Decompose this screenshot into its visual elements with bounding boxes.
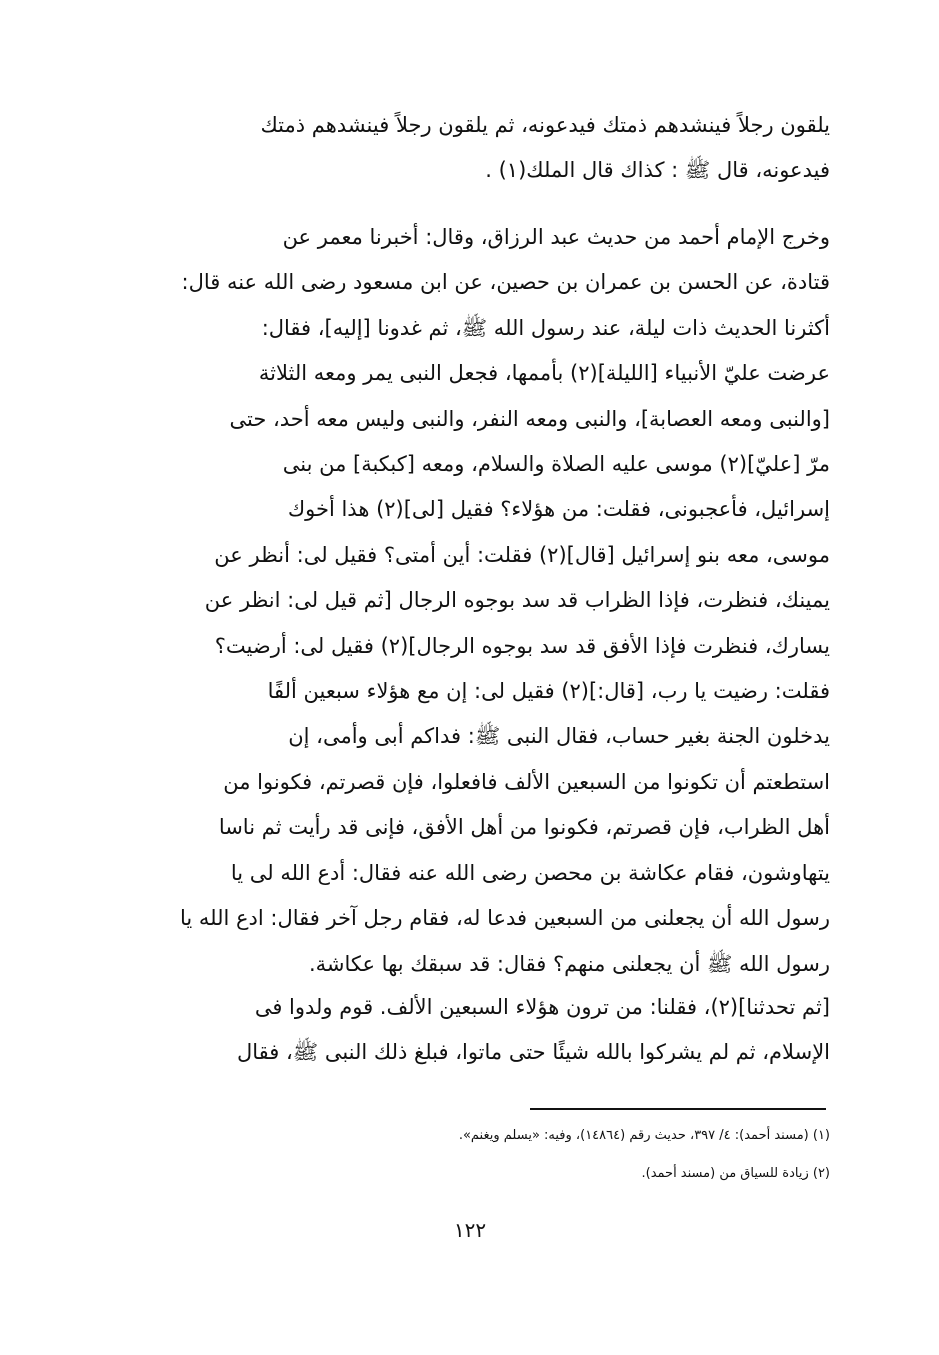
text-line: أهل الظراب، فإن قصرتم، فكونوا من أهل الأفق، فإنى قد رأيت ثم ناسا [218, 815, 830, 840]
text-line: موسى، معه بنو إسرائيل [قال](٢) فقلت: أين أمتى؟ فقيل لى: أنظر عن [214, 542, 830, 567]
text-line: فيدعونه، قال ﷺ : كذاك قال الملك(١) . [485, 158, 830, 182]
footnote-1: (١) (مسند أحمد): ٤/ ٣٩٧، حديث رقم (١٤٨٦٤)، وفيه: «يسلم ويغنم». [458, 1128, 830, 1143]
text-line: قتادة، عن الحسن بن عمران بن حصين، عن ابن مسعود رضى الله عنه قال: [181, 270, 830, 295]
footnote-2: (٢) زيادة للسياق من (مسند أحمد). [641, 1166, 830, 1181]
page-number: ١٢٢ [453, 1218, 487, 1242]
footnote-divider [530, 1108, 826, 1110]
text-line: استطعتم أن تكونوا من السبعين الألف فافعلوا، فإن قصرتم، فكونوا من [223, 769, 830, 794]
text-line: مرّ [عليّ](٢) موسى عليه الصلاة والسلام، ومعه [كبكبة] من بنى [282, 452, 830, 477]
text-line: يلقون رجلاً فينشدهم ذمتك فيدعونه، ثم يلقون رجلاً فينشدهم ذمتك [260, 113, 830, 137]
text-line: يسارك، فنظرت فإذا الأفق قد سد بوجوه الرجال](٢) فقيل لى: أرضيت؟ [214, 633, 830, 658]
text-line: رسول الله ﷺ أن يجعلنى منهم؟ فقال: قد سبقك بها عكاشة. [308, 951, 830, 976]
text-line: رسول الله أن يجعلنى من السبعين فدعا له، فقام رجل آخر فقال: ادع الله يا [179, 906, 830, 931]
paragraph-3 [100, 985, 830, 1075]
paragraph-1 [100, 103, 830, 193]
text-line: أكثرنا الحديث ذات ليلة، عند رسول الله ﷺ، ثم غدونا [إليه]، فقال: [261, 315, 830, 340]
text-line: يمينك، فنظرت، فإذا الظراب قد سد بوجوه الرجال [ثم قيل لى: انظر عن [204, 588, 830, 613]
text-line: [ثم تحدثنا](٢)، فقلنا: من ترون هؤلاء السبعين الألف. قوم ولدوا فى [254, 995, 830, 1019]
paragraph-2 [100, 215, 830, 987]
text-line: يدخلون الجنة بغير حساب، فقال النبى ﷺ: فداكم أبى وأمى، إن [288, 724, 830, 749]
text-line: يتهاوشون، فقام عكاشة بن محصن رضى الله عنه فقال: أدع الله لى يا [230, 860, 830, 885]
text-line: عرضت عليّ الأنبياء [الليلة](٢) بأممها، فجعل النبى يمر ومعه الثلاثة [258, 361, 830, 386]
text-line: الإسلام، ثم لم يشركوا بالله شيئًا حتى ماتوا، فبلغ ذلك النبى ﷺ، فقال [237, 1040, 830, 1064]
text-line: [والنبى ومعه العصابة]، والنبى ومعه النفر، والنبى وليس معه أحد، حتى [229, 406, 830, 431]
text-line: وخرج الإمام أحمد من حديث عبد الرزاق، وقال: أخبرنا معمر عن [282, 225, 830, 249]
text-line: فقلت: رضيت يا رب، [قال:](٢) فقيل لى: إن مع هؤلاء سبعين ألفًا [267, 679, 830, 704]
text-line: إسرائيل، فأعجبونى، فقلت: من هؤلاء؟ فقيل [لى](٢) هذا أخوك [287, 497, 830, 522]
